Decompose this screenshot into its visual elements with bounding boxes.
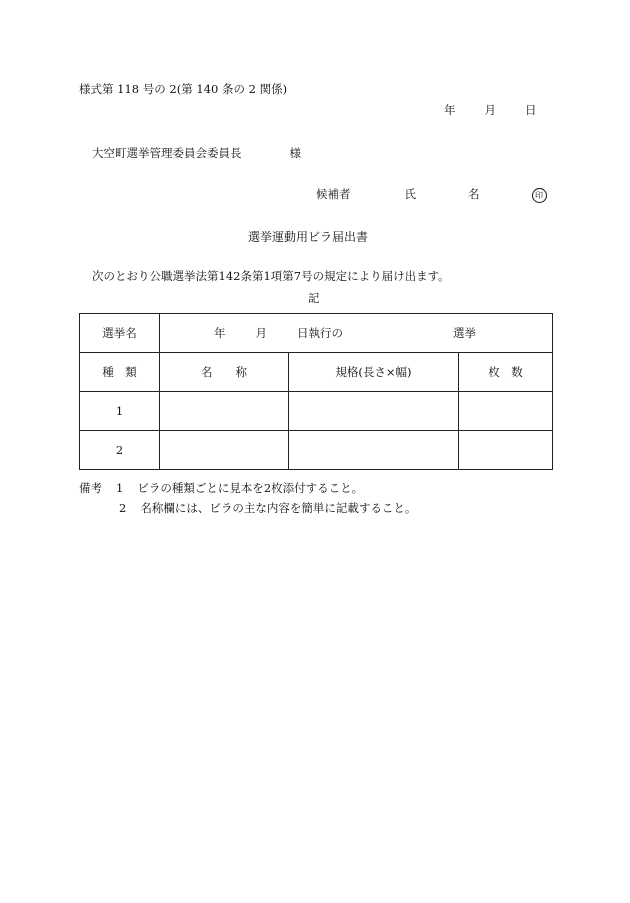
table-row <box>80 431 553 470</box>
note-1 <box>79 480 363 496</box>
notes-label: 備考 <box>79 481 102 495</box>
addressee <box>92 145 301 161</box>
addressee-office: 大空町選挙管理委員会委員長 <box>92 146 242 160</box>
header-row <box>80 353 553 392</box>
date-day: 日 <box>525 103 537 117</box>
document-title: 選挙運動用ビラ届出書 <box>248 230 369 244</box>
statement: 次のとおり公職選挙法第142条第1項第7号の規定により届け出ます。 <box>92 269 450 283</box>
count-cell[interactable] <box>459 431 553 470</box>
note-number: 2 <box>119 501 127 515</box>
row-number: 1 <box>80 392 160 431</box>
spec-cell[interactable] <box>289 431 459 470</box>
header-name: 名 称 <box>160 353 289 392</box>
election-year: 年 <box>214 326 226 340</box>
header-count: 枚 数 <box>459 353 553 392</box>
election-label: 選挙名 <box>80 314 160 353</box>
election-value <box>160 314 553 353</box>
name-cell[interactable] <box>160 431 289 470</box>
notification-table <box>79 313 553 470</box>
candidate-name-first: 氏 <box>404 187 416 201</box>
note-number: 1 <box>116 481 124 495</box>
header-type: 種 類 <box>80 353 160 392</box>
note-2 <box>119 500 416 516</box>
candidate-name-second: 名 <box>468 187 480 201</box>
election-day-text: 日執行の <box>297 326 343 340</box>
election-month: 月 <box>255 326 267 340</box>
addressee-honorific: 様 <box>289 146 301 160</box>
row-number: 2 <box>80 431 160 470</box>
name-cell[interactable] <box>160 392 289 431</box>
header-spec: 規格(長さ×幅) <box>289 353 459 392</box>
election-suffix: 選挙 <box>453 326 476 340</box>
spec-cell[interactable] <box>289 392 459 431</box>
count-cell[interactable] <box>459 392 553 431</box>
form-number: 様式第 118 号の 2(第 140 条の 2 関係) <box>79 82 288 96</box>
note-text: 名称欄には、ビラの主な内容を簡単に記載すること。 <box>140 501 417 515</box>
table-row <box>80 392 553 431</box>
date-year: 年 <box>444 103 456 117</box>
ki-label: 記 <box>308 291 320 305</box>
date-month: 月 <box>484 103 496 117</box>
candidate-label: 候補者 <box>316 187 351 201</box>
seal-mark: 印 <box>532 188 547 203</box>
election-row <box>80 314 553 353</box>
date-line <box>444 102 537 118</box>
note-text: ビラの種類ごとに見本を2枚添付すること。 <box>137 481 364 495</box>
candidate-line <box>316 186 547 203</box>
